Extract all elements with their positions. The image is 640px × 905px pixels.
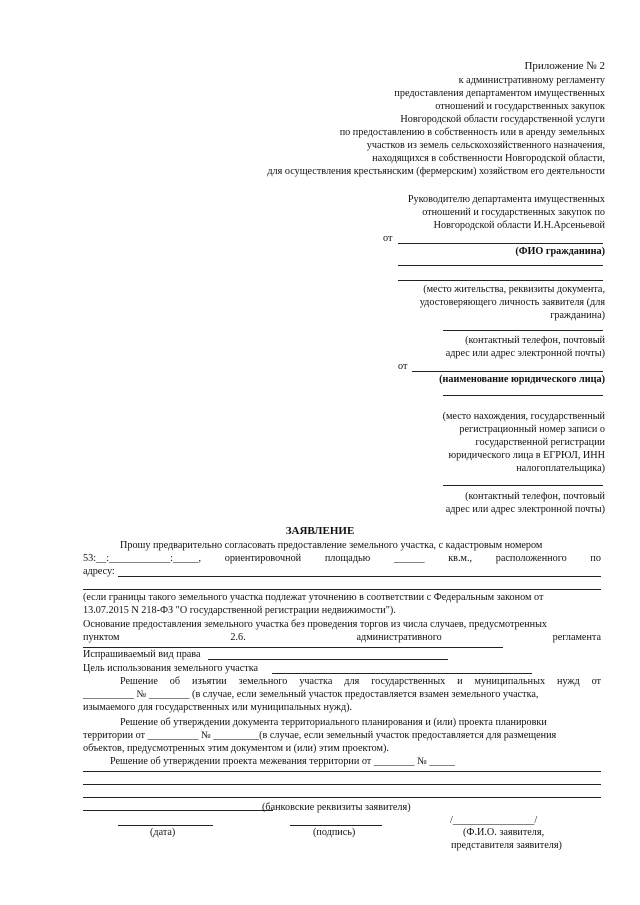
- seizure-decision-line: [120, 675, 601, 688]
- document-title: ЗАЯВЛЕНИЕ: [285, 525, 355, 537]
- header-line: к административному регламенту: [458, 75, 605, 86]
- word: ориентировочной: [224, 553, 302, 564]
- residence-label: удостоверяющего личность заявителя (для: [419, 297, 605, 308]
- location-label: юридического лица в ЕГРЮЛ, ИНН: [448, 450, 605, 461]
- purpose-label: Цель использования земельного участка: [83, 663, 259, 674]
- clarification-text: (если границы такого земельного участка подлежат уточнению в соответствии с Федеральным законом от: [83, 592, 544, 603]
- header-line: участков из земель сельскохозяйственного назначения,: [366, 140, 605, 151]
- fill-line[interactable]: [443, 395, 603, 396]
- basis-text-line: [83, 631, 601, 644]
- fill-line[interactable]: [83, 784, 601, 785]
- word: площадью: [324, 553, 371, 564]
- right-type-field[interactable]: [208, 659, 448, 660]
- signature-label: (подпись): [313, 827, 356, 838]
- appendix-number: Приложение № 2: [524, 60, 605, 72]
- header-line: находящихся в собственности Новгородской области,: [372, 153, 605, 164]
- address-field[interactable]: [83, 589, 601, 590]
- addressee-line: отношений и государственных закупок по: [422, 207, 605, 218]
- bank-details-label: (банковские реквизиты заявителя): [262, 802, 411, 813]
- addressee-line: Новгородской области И.Н.Арсеньевой: [433, 220, 605, 231]
- fio-signature-label: представителя заявителя): [451, 840, 562, 851]
- word: административного: [356, 632, 442, 643]
- fio-signature-label: (Ф.И.О. заявителя,: [463, 827, 545, 838]
- word: земельного: [238, 676, 288, 687]
- word: 2.6.: [230, 632, 246, 643]
- address-label: адресу:: [83, 566, 115, 577]
- location-label: государственной регистрации: [475, 437, 605, 448]
- fill-line[interactable]: [83, 810, 273, 811]
- header-line: предоставления департаментом имущественных: [394, 88, 605, 99]
- fill-line[interactable]: [398, 265, 603, 266]
- residence-label: гражданина): [550, 310, 605, 321]
- residence-label: (место жительства, реквизиты документа,: [423, 284, 605, 295]
- header-line: отношений и государственных закупок: [435, 101, 605, 112]
- from-label: от: [383, 233, 393, 244]
- legal-name-line[interactable]: [412, 371, 603, 372]
- word: и: [457, 676, 463, 687]
- contact-label: адрес или адрес электронной почты): [445, 504, 605, 515]
- request-text-line: [83, 552, 601, 565]
- fill-line[interactable]: [398, 280, 603, 281]
- contact-label: (контактный телефон, почтовый: [465, 491, 605, 502]
- word: изъятии: [192, 676, 227, 687]
- word: государственных: [371, 676, 446, 687]
- word: кв.м.,: [448, 553, 473, 564]
- address-field[interactable]: [118, 576, 601, 577]
- location-label: налогоплательщика): [516, 463, 605, 474]
- clarification-text: 13.07.2015 N 218-ФЗ "О государственной регистрации недвижимости").: [83, 605, 396, 616]
- word: Решение: [120, 676, 158, 687]
- seizure-decision-text: изымаемого для государственных или муниципальных нужд).: [83, 702, 353, 713]
- word: по: [590, 553, 601, 564]
- fio-label: (ФИО гражданина): [515, 246, 605, 257]
- seizure-decision-text: __________ № ________ (в случае, если земельный участок предоставляется взамен земельного участка,: [83, 689, 539, 700]
- word: 53:__:____________:_____,: [83, 553, 202, 564]
- word: ______: [393, 553, 425, 564]
- location-label: регистрационный номер записи о: [459, 424, 605, 435]
- date-label: (дата): [150, 827, 176, 838]
- word: расположенного: [495, 553, 567, 564]
- fill-line[interactable]: [443, 330, 603, 331]
- planning-decision-text: территории от __________ № _________(в случае, если земельный участок предоставляется для размещения: [83, 730, 557, 741]
- word: муниципальных: [474, 676, 546, 687]
- planning-decision-text: объектов, предусмотренных этим документом и (или) этим проектом).: [83, 743, 389, 754]
- word: для: [344, 676, 360, 687]
- word: регламента: [552, 632, 601, 643]
- purpose-field[interactable]: [272, 673, 532, 674]
- fill-line[interactable]: [83, 797, 601, 798]
- header-line: Новгородской области государственной услуги: [400, 114, 605, 125]
- word: нужд: [557, 676, 580, 687]
- word: пунктом: [83, 632, 120, 643]
- addressee-line: Руководителю департамента имущественных: [407, 194, 605, 205]
- legal-name-label: (наименование юридического лица): [439, 374, 605, 385]
- contact-label: (контактный телефон, почтовый: [465, 335, 605, 346]
- fio-signature-line[interactable]: /________________/: [450, 815, 538, 826]
- header-line: по предоставлению в собственность или в аренду земельных: [339, 127, 605, 138]
- header-line: для осуществления крестьянским (фермерским) хозяйством его деятельности: [267, 166, 605, 177]
- word: участка: [299, 676, 333, 687]
- right-type-label: Испрашиваемый вид права: [83, 649, 201, 660]
- fill-line[interactable]: [83, 771, 601, 772]
- word: от: [591, 676, 601, 687]
- contact-label: адрес или адрес электронной почты): [445, 348, 605, 359]
- fill-line[interactable]: [443, 485, 603, 486]
- from-label-2: от: [398, 361, 408, 372]
- planning-decision-text: Решение об утверждении документа территориального планирования и (или) проекта планировки: [120, 717, 547, 728]
- word: об: [169, 676, 181, 687]
- basis-text: Основание предоставления земельного участка без проведения торгов из числа случаев, предусмотренных: [83, 619, 548, 630]
- survey-decision-text: Решение об утверждении проекта межевания территории от ________ № _____: [110, 756, 455, 767]
- fio-line[interactable]: [398, 243, 603, 244]
- location-label: (место нахождения, государственный: [442, 411, 605, 422]
- request-text: Прошу предварительно согласовать предоставление земельного участка, с кадастровым номером: [120, 540, 543, 551]
